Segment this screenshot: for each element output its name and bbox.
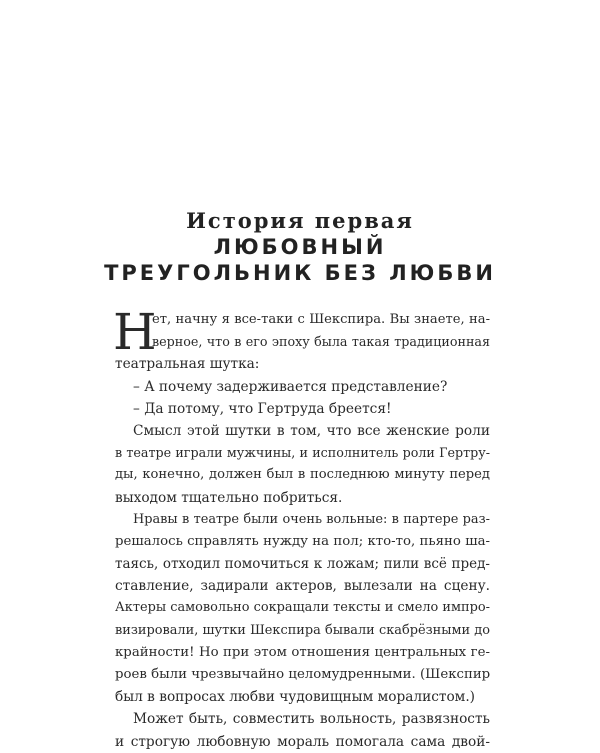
text-line: роев были чрезвычайно целомудренными. (Шекспир (115, 667, 491, 683)
text-line: Может быть, совместить вольность, развязность (133, 711, 490, 728)
chapter-heading (0, 208, 600, 286)
chapter-title-line-1: ЛЮБОВНЫЙ (213, 235, 387, 259)
story-number-heading: История первая (186, 208, 414, 233)
dialogue-line: – А почему задерживается представление? (133, 378, 448, 395)
opening-paragraph-start (113, 303, 490, 361)
dialogue-line: – Да потому, что Гертруда бреется! (133, 400, 392, 417)
text-line: и строгую любовную мораль помогала сама двой- (115, 733, 490, 750)
text-line: крайности! Но при этом отношения центральных ге- (115, 644, 490, 660)
text-line: верное, что в его эпоху была такая традиционная (152, 334, 490, 350)
text-line: ставление, задирали актеров, вылезали на сцену. (115, 578, 490, 595)
text-line: таясь, отходил помочиться к ложам; пили всё пред- (115, 556, 490, 573)
chapter-title-line-2: ТРЕУГОЛЬНИК БЕЗ ЛЮБВИ (104, 261, 496, 285)
text-line: был в вопросах любви чудовищным моралистом.) (115, 689, 476, 706)
text-line: выходом тщательно побриться. (115, 489, 343, 506)
text-line: ды, конечно, должен был в последнюю минуту перед (115, 467, 490, 483)
drop-cap: Н (113, 303, 157, 361)
text-line: решалось справлять нужду на пол; кто-то, пьяно ша- (115, 533, 490, 549)
text-line: Актеры самовольно сокращали тексты и смело импро- (115, 600, 490, 616)
text-line: в театре играли мужчины, и исполнитель роли Гертру- (115, 445, 490, 461)
text-line: визировали, шутки Шекспира бывали скабрёзными до (115, 622, 490, 638)
text-line: театральная шутка: (115, 356, 260, 373)
body-text (113, 303, 491, 753)
text-line: Смысл этой шутки в том, что все женские роли (133, 422, 490, 439)
text-line: Нравы в театре были очень вольные: в партере раз- (133, 511, 490, 527)
text-line: ет, начну я все-таки с Шекспира. Вы знаете, на- (152, 312, 490, 327)
